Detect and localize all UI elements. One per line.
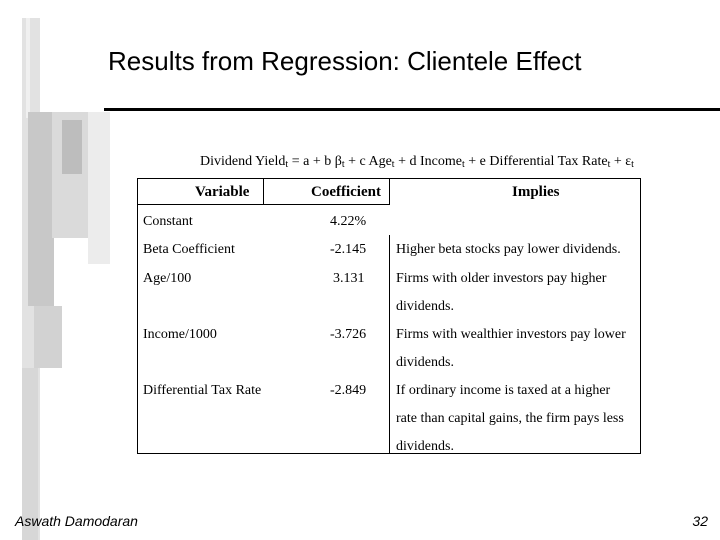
column-header-coefficient: Coefficient [311, 184, 381, 200]
variable-cell: Age/100 [143, 271, 192, 286]
column-header-variable: Variable [195, 184, 250, 200]
variable-cell: Beta Coefficient [143, 242, 235, 257]
footer-author: Aswath Damodaran [15, 513, 138, 529]
coefficient-cell: 4.22% [330, 214, 367, 229]
variable-cell: Constant [143, 214, 193, 229]
equation-part: = a + b β [288, 154, 342, 169]
regression-equation [200, 154, 634, 170]
equation-subscript: t [341, 159, 345, 170]
equation-part: + ε [610, 154, 632, 169]
implies-cell: Firms with older investors pay higher dividends. [396, 271, 607, 314]
equation-subscript: t [607, 159, 611, 170]
implies-cell: If ordinary income is taxed at a higher rate than capital gains, the firm pays less dividends. [396, 383, 624, 454]
decorative-bar [34, 306, 62, 368]
coefficient-cell: -2.145 [330, 242, 367, 257]
equation-subscript: t [285, 159, 289, 170]
equation-part: Dividend Yield [200, 154, 286, 169]
variable-cell: Income/1000 [143, 327, 217, 342]
equation-part: + d Income [394, 154, 462, 169]
column-divider [389, 235, 390, 454]
header-divider [263, 178, 264, 205]
decorative-bar [26, 18, 30, 118]
slide-title: Results from Regression: Clientele Effect [108, 46, 582, 76]
implies-cell: Firms with wealthier investors pay lower dividends. [396, 327, 626, 370]
title-divider [104, 108, 720, 111]
coefficient-cell: -3.726 [330, 327, 367, 342]
page-number: 32 [692, 513, 708, 529]
equation-subscript: t [391, 159, 395, 170]
equation-subscript: t [631, 159, 634, 170]
decorative-bar [88, 112, 110, 264]
equation-subscript: t [461, 159, 465, 170]
equation-part: + c Age [344, 154, 392, 169]
coefficient-cell: -2.849 [330, 383, 367, 398]
variable-cell: Differential Tax Rate [143, 383, 262, 398]
coefficient-cell: 3.131 [333, 271, 365, 286]
column-header-implies: Implies [512, 184, 560, 200]
decorative-bar [28, 112, 54, 306]
equation-part: + e Differential Tax Rate [464, 154, 608, 169]
decorative-bar [62, 120, 82, 174]
header-divider [389, 178, 390, 205]
implies-cell: Higher beta stocks pay lower dividends. [396, 242, 621, 257]
